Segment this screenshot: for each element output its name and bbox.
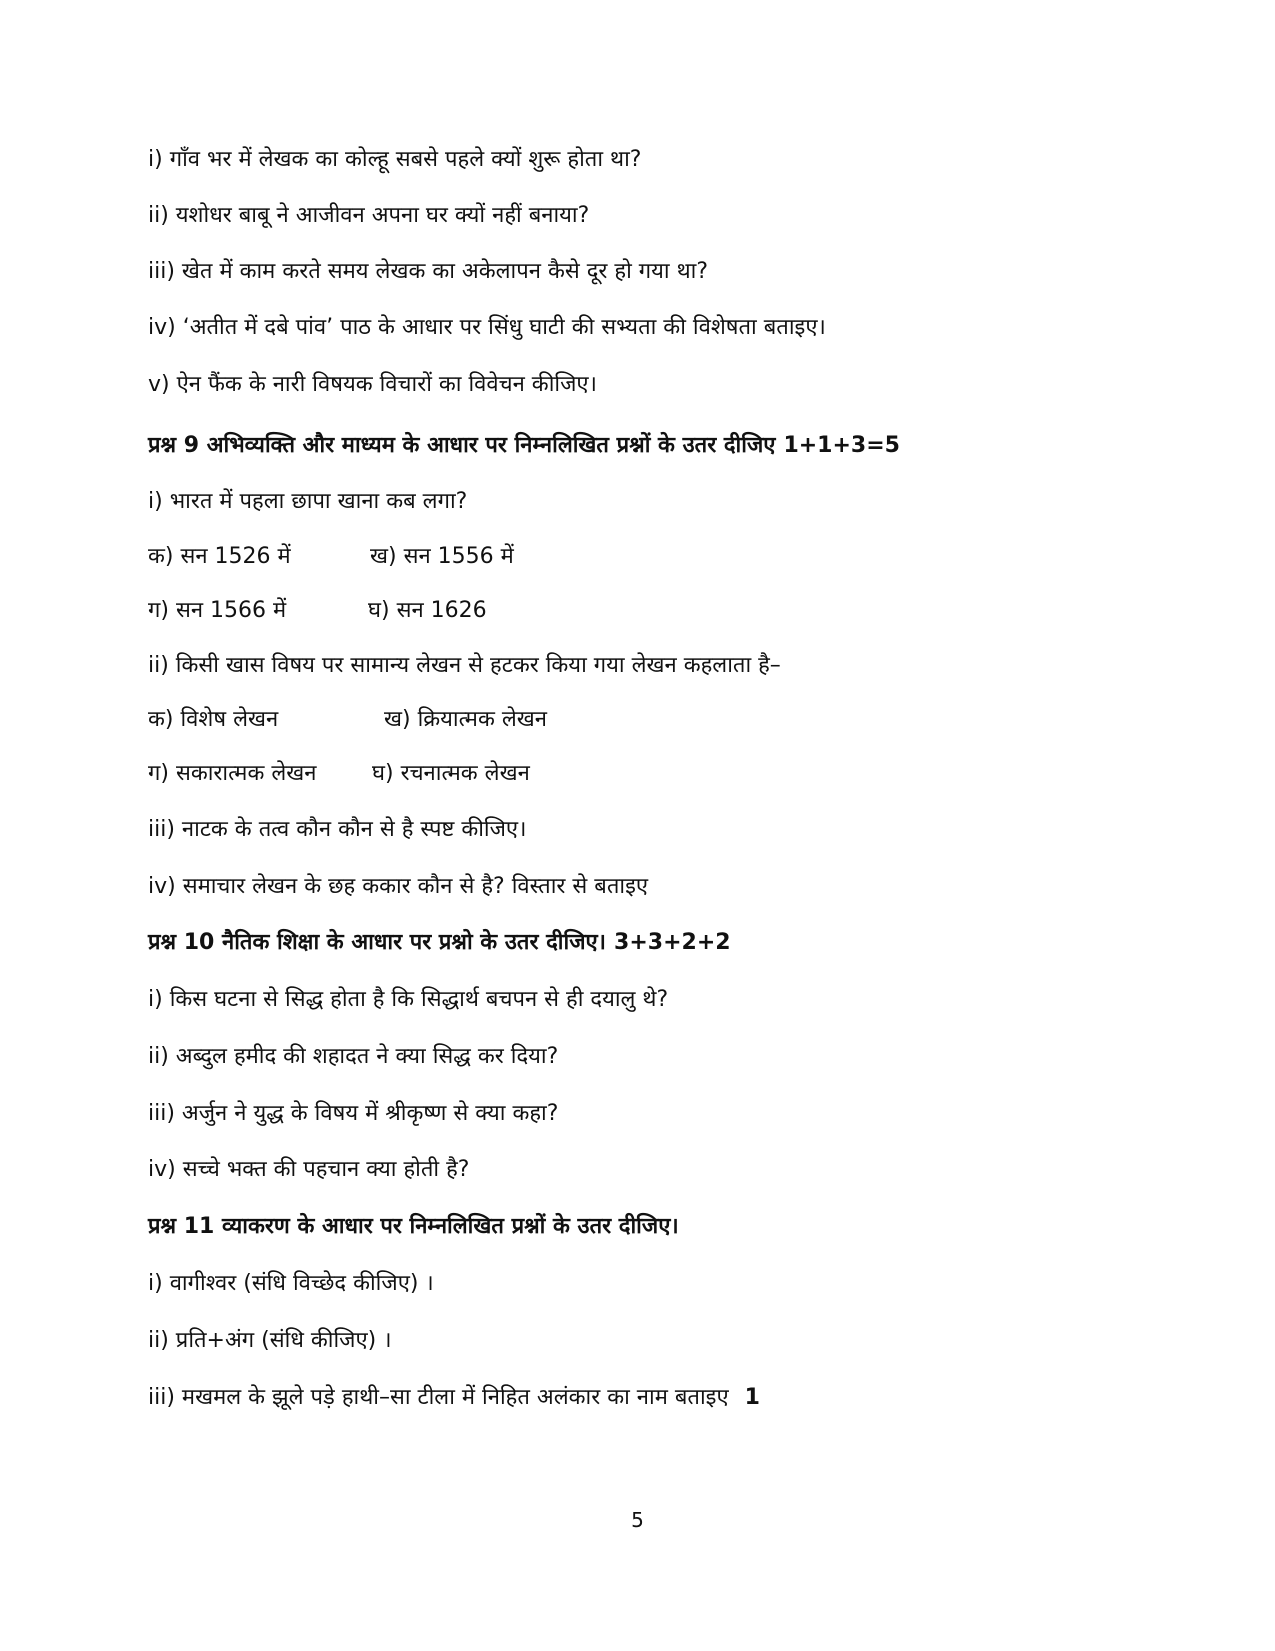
option-c: ग) सकारात्मक लेखन xyxy=(148,761,317,786)
question-11-part-iii xyxy=(148,1381,1148,1415)
question-8-part-iv: iv) ‘अतीत में दबे पांव’ पाठ के आधार पर सिंधु घाटी की सभ्यता की विशेषता बताइए। xyxy=(148,315,826,340)
question-8-part-ii: ii) यशोधर बाबू ने आजीवन अपना घर क्यों नहीं बनाया? xyxy=(148,203,590,228)
option-d: घ) रचनात्मक लेखन xyxy=(372,761,530,786)
page-number: 5 xyxy=(631,1508,644,1532)
question-9-part-iv: iv) समाचार लेखन के छह ककार कौन से है? विस्तार से बताइए xyxy=(148,874,649,899)
question-9-marks: 1+1+3=5 xyxy=(783,433,900,458)
question-11-heading: प्रश्न 11 व्याकरण के आधार पर निम्नलिखित प्रश्नों के उतर दीजिए। xyxy=(148,1214,679,1239)
option-a: क) विशेष लेखन xyxy=(148,707,279,732)
question-11-part-i: i) वागीश्वर (संधि विच्छेद कीजिए) । xyxy=(148,1271,434,1296)
question-8-part-iii: iii) खेत में काम करते समय लेखक का अकेलापन कैसे दूर हो गया था? xyxy=(148,259,709,284)
question-9-part-i-options-row-2 xyxy=(148,594,1148,628)
question-10-part-iii: iii) अर्जुन ने युद्ध के विषय में श्रीकृष्ण से क्या कहा? xyxy=(148,1101,559,1126)
question-10-part-iv: iv) सच्चे भक्त की पहचान क्या होती है? xyxy=(148,1157,470,1182)
question-10-heading xyxy=(148,926,1148,960)
question-10-heading-text: प्रश्न 10 नैतिक शिक्षा के आधार पर प्रश्नो के उतर दीजिए। xyxy=(148,930,607,955)
question-11-part-iii-marks: 1 xyxy=(744,1385,760,1410)
question-9-part-ii: ii) किसी खास विषय पर सामान्य लेखन से हटकर किया गया लेखन कहलाता है– xyxy=(148,653,781,678)
question-11-part-ii: ii) प्रति+अंग (संधि कीजिए) । xyxy=(148,1328,392,1353)
question-10-part-ii: ii) अब्दुल हमीद की शहादत ने क्या सिद्ध कर दिया? xyxy=(148,1044,559,1069)
question-10-part-i: i) किस घटना से सिद्ध होता है कि सिद्धार्थ बचपन से ही दयालु थे? xyxy=(148,987,669,1012)
option-c: ग) सन 1566 में xyxy=(148,598,287,623)
question-8-part-i: i) गाँव भर में लेखक का कोल्हू सबसे पहले क्यों शुरू होता था? xyxy=(148,147,642,172)
question-9-part-ii-options-row-2 xyxy=(148,757,1148,791)
question-10-marks: 3+3+2+2 xyxy=(614,930,731,955)
option-b: ख) क्रियात्मक लेखन xyxy=(384,707,547,732)
option-d: घ) सन 1626 xyxy=(368,598,487,623)
question-9-heading-text: प्रश्न 9 अभिव्यक्ति और माध्यम के आधार पर निम्नलिखित प्रश्नों के उतर दीजिए xyxy=(148,433,776,458)
question-8-part-v: v) ऐन फैंक के नारी विषयक विचारों का विवेचन कीजिए। xyxy=(148,372,597,397)
question-9-heading xyxy=(148,429,1148,463)
option-b: ख) सन 1556 में xyxy=(370,544,514,569)
question-11-part-iii-text: iii) मखमल के झूले पड़े हाथी–सा टीला में निहित अलंकार का नाम बताइए xyxy=(148,1385,729,1410)
question-9-part-i: i) भारत में पहला छापा खाना कब लगा? xyxy=(148,489,468,514)
question-9-part-ii-options-row-1 xyxy=(148,703,1148,737)
question-9-part-iii: iii) नाटक के तत्व कौन कौन से है स्पष्ट कीजिए। xyxy=(148,817,527,842)
option-a: क) सन 1526 में xyxy=(148,544,291,569)
question-9-part-i-options-row-1 xyxy=(148,540,1148,574)
